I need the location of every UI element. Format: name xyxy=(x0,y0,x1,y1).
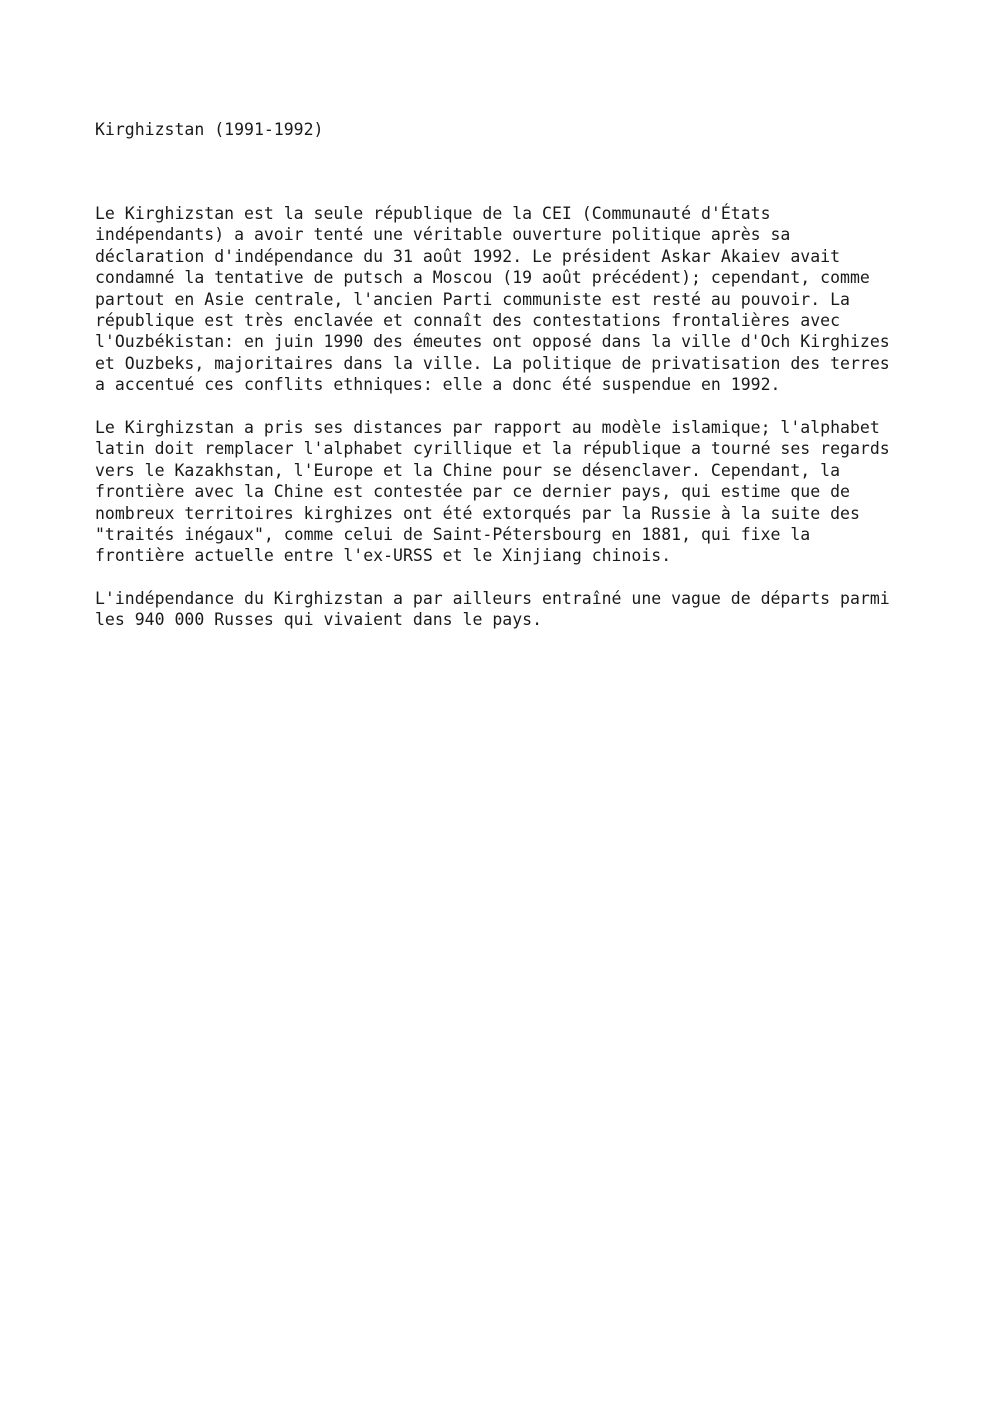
paragraph-1: Le Kirghizstan est la seule république de la CEI (Communauté d'États indépendants) a avoir tenté une véritable ouverture politique après sa déclaration d'indépendance du 31 août 1992. Le président Askar Akaiev avait condamné la tentative de putsch a Moscou (19 août précédent); cependant, comme partout en Asie centrale, l'ancien Parti communiste est resté au pouvoir. La république est très enclavée et connaît des contestations frontalières avec l'Ouzbékistan: en juin 1990 des émeutes ont opposé dans la ville d'Och Kirghizes et Ouzbeks, majoritaires dans la ville. La politique de privatisation des terres a accentué ces conflits ethniques: elle a donc été suspendue en 1992. xyxy=(95,204,890,395)
paragraph-3: L'indépendance du Kirghizstan a par ailleurs entraîné une vague de départs parmi les 940 000 Russes qui vivaient dans le pays. xyxy=(95,589,890,630)
document-title: Kirghizstan (1991-1992) xyxy=(95,120,324,139)
paragraph-2: Le Kirghizstan a pris ses distances par rapport au modèle islamique; l'alphabet latin doit remplacer l'alphabet cyrillique et la république a tourné ses regards vers le Kazakhstan, l'Europe et la Chine pour se désenclaver. Cependant, la frontière avec la Chine est contestée par ce dernier pays, qui estime que de nombreux territoires kirghizes ont été extorqués par la Russie à la suite des "traités inégaux", comme celui de Saint-Pétersbourg en 1881, qui fixe la frontière actuelle entre l'ex-URSS et le Xinjiang chinois. xyxy=(95,418,890,566)
